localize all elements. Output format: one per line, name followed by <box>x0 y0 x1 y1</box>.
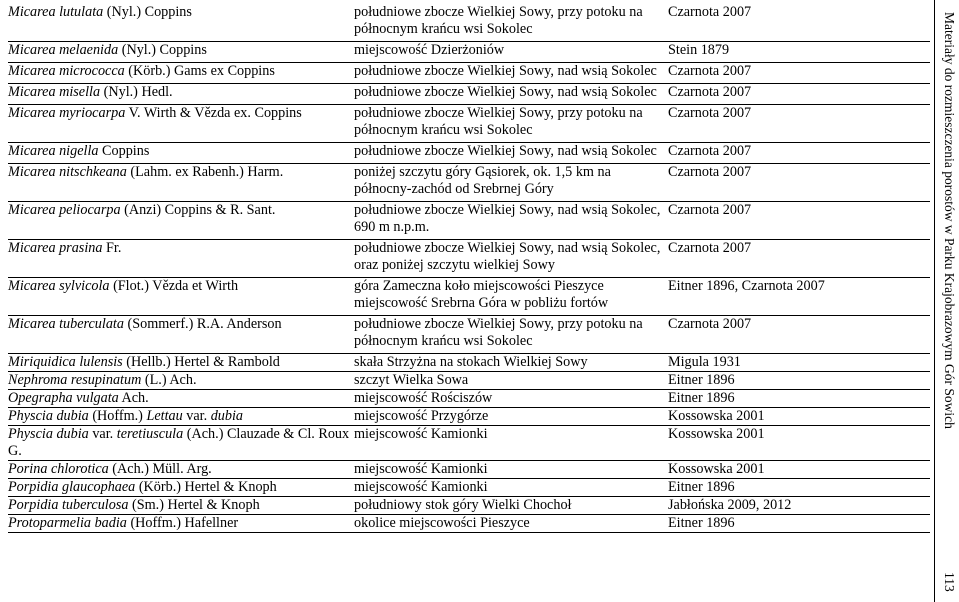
species-name-italic: Nephroma resupinatum <box>8 372 142 388</box>
source-reference: Czarnota 2007 <box>668 105 930 143</box>
source-reference: Migula 1931 <box>668 354 930 372</box>
species-name <box>8 4 354 42</box>
source-reference: Czarnota 2007 <box>668 240 930 278</box>
species-author: (Körb.) Gams ex Coppins <box>124 63 275 79</box>
locality: góra Zameczna koło miejscowości Pieszyce miejscowość Srebrna Góra w pobliżu fortów <box>354 278 668 316</box>
locality: południowe zbocze Wielkiej Sowy, przy potoku na północnym krańcu wsi Sokolec <box>354 4 668 42</box>
table-row <box>8 202 930 240</box>
species-name <box>8 461 354 479</box>
species-author: var. <box>182 408 211 424</box>
species-name-italic: Lettau <box>146 408 183 424</box>
source-reference: Czarnota 2007 <box>668 63 930 84</box>
locality: południowe zbocze Wielkiej Sowy, nad wsią Sokolec, oraz poniżej szczytu wielkiej Sowy <box>354 240 668 278</box>
source-reference: Kossowska 2001 <box>668 461 930 479</box>
species-name-italic: Physcia dubia <box>8 426 89 442</box>
locality: miejscowość Kamionki <box>354 426 668 461</box>
table-row <box>8 240 930 278</box>
species-name-italic: Micarea sylvicola <box>8 278 110 294</box>
locality: poniżej szczytu góry Gąsiorek, ok. 1,5 km na północny-zachód od Srebrnej Góry <box>354 164 668 202</box>
locality: miejscowość Przygórze <box>354 408 668 426</box>
species-author: (Körb.) Hertel & Knoph <box>135 479 277 495</box>
locality: południowe zbocze Wielkiej Sowy, nad wsią Sokolec <box>354 84 668 105</box>
table-row <box>8 479 930 497</box>
species-name <box>8 105 354 143</box>
table-row <box>8 143 930 164</box>
source-reference: Eitner 1896 <box>668 390 930 408</box>
species-author: (Ach.) Müll. Arg. <box>108 461 212 477</box>
species-name-italic: Micarea prasina <box>8 240 103 256</box>
species-name <box>8 408 354 426</box>
species-name <box>8 42 354 63</box>
table-row <box>8 497 930 515</box>
locality: miejscowość Dzierżoniów <box>354 42 668 63</box>
source-reference: Stein 1879 <box>668 42 930 63</box>
species-author: (L.) Ach. <box>141 372 197 388</box>
source-reference: Czarnota 2007 <box>668 4 930 42</box>
species-name <box>8 202 354 240</box>
source-reference: Jabłońska 2009, 2012 <box>668 497 930 515</box>
locality: południowe zbocze Wielkiej Sowy, nad wsią Sokolec <box>354 143 668 164</box>
table-row <box>8 426 930 461</box>
species-author: Coppins <box>98 143 150 159</box>
species-author: (Nyl.) Hedl. <box>100 84 173 100</box>
table-row <box>8 42 930 63</box>
species-name <box>8 278 354 316</box>
species-author: (Nyl.) Coppins <box>103 4 192 20</box>
source-reference: Eitner 1896 <box>668 515 930 533</box>
species-table-body <box>8 4 930 533</box>
table-row <box>8 354 930 372</box>
species-name-italic: Porpidia tuberculosa <box>8 497 129 513</box>
source-reference: Czarnota 2007 <box>668 202 930 240</box>
locality: południowe zbocze Wielkiej Sowy, przy potoku na północnym krańcu wsi Sokolec <box>354 105 668 143</box>
species-name <box>8 84 354 105</box>
species-name-italic: Micarea tuberculata <box>8 316 124 332</box>
table-row <box>8 372 930 390</box>
locality: południowe zbocze Wielkiej Sowy, przy potoku na północnym krańcu wsi Sokolec <box>354 316 668 354</box>
locality: miejscowość Kamionki <box>354 461 668 479</box>
species-name <box>8 354 354 372</box>
species-author: (Sm.) Hertel & Knoph <box>128 497 260 513</box>
species-name-italic: Protoparmelia badia <box>8 515 127 531</box>
table-row <box>8 408 930 426</box>
species-name <box>8 497 354 515</box>
species-name-italic: Micarea lutulata <box>8 4 104 20</box>
table-row <box>8 316 930 354</box>
source-reference: Czarnota 2007 <box>668 84 930 105</box>
species-name <box>8 390 354 408</box>
species-name-italic: Micarea micrococca <box>8 63 125 79</box>
locality: południowe zbocze Wielkiej Sowy, nad wsią Sokolec, 690 m n.p.m. <box>354 202 668 240</box>
species-name-italic: Micarea nigella <box>8 143 99 159</box>
species-author: (Hoffm.) <box>88 408 147 424</box>
running-title: Materiały do rozmieszczenia porostów w Parku Krajobrazowym Gór Sowich <box>942 12 957 429</box>
vertical-rule <box>934 0 935 602</box>
locality: okolice miejscowości Pieszyce <box>354 515 668 533</box>
species-name-italic: Micarea nitschkeana <box>8 164 127 180</box>
page-number: 113 <box>942 572 957 592</box>
species-author: V. Wirth & Vězda ex. Coppins <box>125 105 302 121</box>
species-name-italic: Opegrapha vulgata <box>8 390 119 406</box>
species-name-italic: Micarea misella <box>8 84 101 100</box>
species-name <box>8 479 354 497</box>
species-name-italic: Micarea melaenida <box>8 42 119 58</box>
table-row <box>8 515 930 533</box>
species-table <box>8 4 930 533</box>
species-name <box>8 316 354 354</box>
species-name-italic: dubia <box>210 408 244 424</box>
species-name-italic: Physcia dubia <box>8 408 89 424</box>
source-reference: Eitner 1896 <box>668 479 930 497</box>
species-author: (Hellb.) Hertel & Rambold <box>122 354 280 370</box>
species-author: (Flot.) Vězda et Wirth <box>109 278 239 294</box>
table-row <box>8 278 930 316</box>
locality: skała Strzyżna na stokach Wielkiej Sowy <box>354 354 668 372</box>
species-name-italic: Micarea myriocarpa <box>8 105 126 121</box>
source-reference: Kossowska 2001 <box>668 408 930 426</box>
species-name <box>8 63 354 84</box>
locality: miejscowość Rościszów <box>354 390 668 408</box>
species-author: Ach. <box>118 390 149 406</box>
source-reference: Czarnota 2007 <box>668 316 930 354</box>
table-row <box>8 390 930 408</box>
source-reference: Czarnota 2007 <box>668 164 930 202</box>
species-name <box>8 426 354 461</box>
table-row <box>8 63 930 84</box>
table-row <box>8 84 930 105</box>
table-row <box>8 461 930 479</box>
locality: miejscowość Kamionki <box>354 479 668 497</box>
species-author: var. <box>88 426 117 442</box>
table-row <box>8 164 930 202</box>
species-name-italic: Micarea peliocarpa <box>8 202 121 218</box>
species-author: (Lahm. ex Rabenh.) Harm. <box>126 164 284 180</box>
source-reference: Kossowska 2001 <box>668 426 930 461</box>
species-author: (Ach.) Clauzade & Cl. Roux G. <box>8 426 353 459</box>
species-name <box>8 143 354 164</box>
locality: południowe zbocze Wielkiej Sowy, nad wsią Sokolec <box>354 63 668 84</box>
locality: południowy stok góry Wielki Chochoł <box>354 497 668 515</box>
species-author: (Hoffm.) Hafellner <box>126 515 239 531</box>
species-author: Fr. <box>102 240 122 256</box>
locality: szczyt Wielka Sowa <box>354 372 668 390</box>
table-row <box>8 105 930 143</box>
species-name-italic: teretiuscula <box>116 426 184 442</box>
species-author: (Anzi) Coppins & R. Sant. <box>120 202 276 218</box>
table-row <box>8 4 930 42</box>
species-name <box>8 372 354 390</box>
source-reference: Czarnota 2007 <box>668 143 930 164</box>
species-name <box>8 164 354 202</box>
source-reference: Eitner 1896 <box>668 372 930 390</box>
species-name-italic: Porina chlorotica <box>8 461 109 477</box>
species-author: (Sommerf.) R.A. Anderson <box>123 316 282 332</box>
source-reference: Eitner 1896, Czarnota 2007 <box>668 278 930 316</box>
species-author: (Nyl.) Coppins <box>118 42 207 58</box>
species-name <box>8 240 354 278</box>
species-name <box>8 515 354 533</box>
species-name-italic: Miriquidica lulensis <box>8 354 123 370</box>
species-name-italic: Porpidia glaucophaea <box>8 479 136 495</box>
